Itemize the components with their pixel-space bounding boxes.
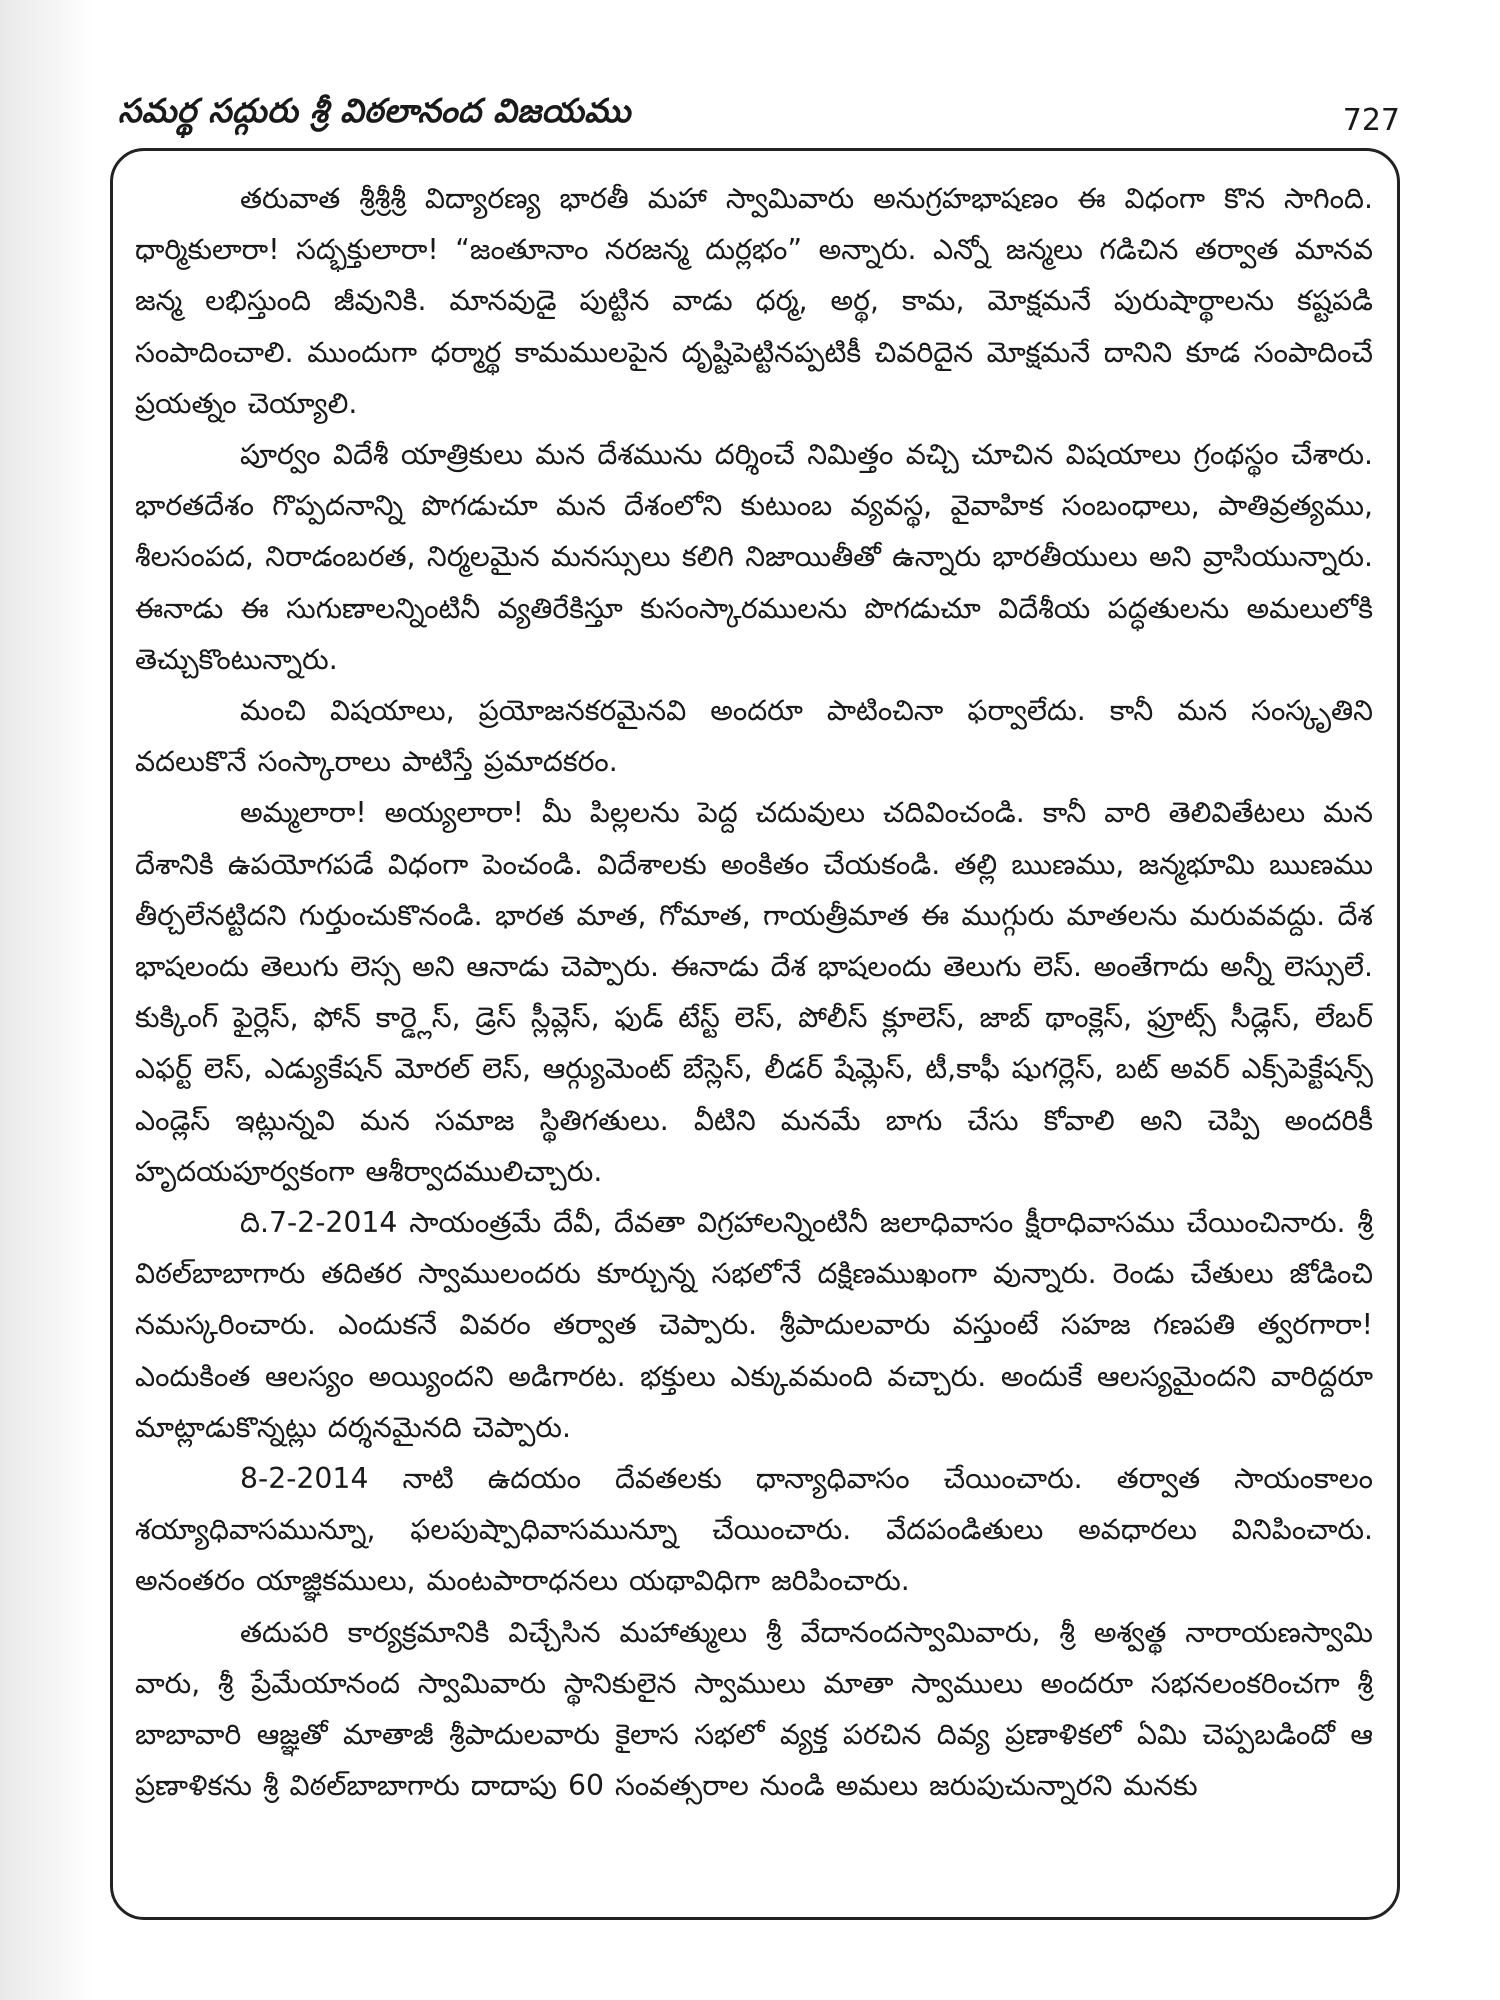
page-header	[118, 78, 1400, 138]
paragraph: 8-2-2014 నాటి ఉదయం దేవతలకు ధాన్యాధివాసం చేయించారు. తర్వాత సాయంకాలం శయ్యాధివాసమున్నూ, ఫలపుష్పాధివాసమున్నూ చేయించారు. వేదపండితులు అవధారలు వినిపించారు. అనంతరం యాజ్ఞికములు, మంటపారాధనలు యథావిధిగా జరిపించారు.	[135, 1462, 1373, 1598]
paragraph: పూర్వం విదేశీ యాత్రికులు మన దేశమును దర్శించే నిమిత్తం వచ్చి చూచిన విషయాలు గ్రంథస్థం చేశారు. భారతదేశం గొప్పదనాన్ని పొగడుచూ మన దేశంలోని కుటుంబ వ్యవస్థ, వైవాహిక సంబంధాలు, పాతివ్రత్యము, శీలసంపద, నిరాడంబరత, నిర్మలమైన మనస్సులు కలిగి నిజాయితీతో ఉన్నారు భారతీయులు అని వ్రాసియున్నారు. ఈనాడు ఈ సుగుణాలన్నింటినీ వ్యతిరేకిస్తూ కుసంస్కారములను పొగడుచూ విదేశీయ పద్ధతులను అమలులోకి తెచ్చుకొంటున్నారు.	[135, 438, 1373, 676]
page-binding-shadow	[0, 0, 92, 2000]
paragraph: మంచి విషయాలు, ప్రయోజనకరమైనవి అందరూ పాటించినా ఫర్వాలేదు. కానీ మన సంస్కృతిని వదలుకొనే సంస్కారాలు పాటిస్తే ప్రమాదకరం.	[135, 694, 1373, 779]
page-number: 727	[1342, 103, 1400, 138]
paragraph: అమ్మలారా! అయ్యలారా! మీ పిల్లలను పెద్ద చదువులు చదివించండి. కానీ వారి తెలివితేటలు మన దేశానికి ఉపయోగపడే విధంగా పెంచండి. విదేశాలకు అంకితం చేయకండి. తల్లి ఋణము, జన్మభూమి ఋణము తీర్చలేనట్టిదని గుర్తుంచుకొనండి. భారత మాత, గోమాత, గాయత్రీమాత ఈ ముగ్గురు మాతలను మరువవద్దు. దేశ భాషలందు తెలుగు లెస్స అని ఆనాడు చెప్పారు. ఈనాడు దేశ భాషలందు తెలుగు లెస్. అంతేగాదు అన్నీ లెస్సులే. కుక్కింగ్ ఫైర్లెస్, ఫోన్ కార్డ్లెస్, డ్రెస్ స్లీవ్లెస్, ఫుడ్ టేస్ట్ లెస్, పోలీస్ క్లూలెస్, జాబ్ థాంక్లెస్, ఫ్రూట్స్ సీడ్లెస్, లేబర్ ఎఫర్ట్ లెస్, ఎడ్యుకేషన్ మోరల్ లెస్, ఆర్గ్యుమెంట్ బేస్లెస్, లీడర్ షేమ్లెస్, టీ,కాఫీ షుగర్లెస్, బట్ అవర్ ఎక్స్‌పెక్టేషన్స్ ఎండ్లెస్ ఇట్లున్నవి మన సమాజ స్థితిగతులు. వీటిని మనమే బాగు చేసు కోవాలి అని చెప్పి అందరికీ హృదయపూర్వకంగా ఆశీర్వాదములిచ్చారు.	[135, 796, 1373, 1188]
paragraph: ది.7-2-2014 సాయంత్రమే దేవీ, దేవతా విగ్రహాలన్నింటినీ జలాధివాసం క్షీరాధివాసము చేయించినారు. శ్రీ విఠల్‌బాబాగారు తదితర స్వాములందరు కూర్చున్న సభలోనే దక్షిణముఖంగా వున్నారు. రెండు చేతులు జోడించి నమస్కరించారు. ఎందుకనే వివరం తర్వాత చెప్పారు. శ్రీపాదులవారు వస్తుంటే సహజ గణపతి త్వరగారా! ఎందుకింత ఆలస్యం అయ్యిందని అడిగారట. భక్తులు ఎక్కువమంది వచ్చారు. అందుకే ఆలస్యమైందని వారిద్దరూ మాట్లాడుకొన్నట్లు దర్శనమైనది చెప్పారు.	[135, 1206, 1373, 1444]
paragraph: తరువాత శ్రీశ్రీశ్రీ విద్యారణ్య భారతీ మహా స్వామివారు అనుగ్రహభాషణం ఈ విధంగా కొన సాగింది. ధార్మికులారా! సద్భక్తులారా! “జంతూనాం నరజన్మ దుర్లభం” అన్నారు. ఎన్నో జన్మలు గడిచిన తర్వాత మానవ జన్మ లభిస్తుంది జీవునికి. మానవుడై పుట్టిన వాడు ధర్మ, అర్థ, కామ, మోక్షమనే పురుషార్థాలను కష్టపడి సంపాదించాలి. ముందుగా ధర్మార్థ కామములపైన దృష్టిపెట్టినప్పటికీ చివరిదైన మోక్షమనే దానిని కూడ సంపాదించే ప్రయత్నం చెయ్యాలి.	[135, 182, 1373, 420]
running-title: సమర్థ సద్గురు శ్రీ విఠలానంద విజయము	[118, 91, 631, 130]
text-frame	[110, 148, 1400, 1920]
paragraph: తదుపరి కార్యక్రమానికి విచ్చేసిన మహాత్ములు శ్రీ వేదానందస్వామివారు, శ్రీ అశ్వత్థ నారాయణస్వామి వారు, శ్రీ ప్రేమేయానంద స్వామివారు స్థానికులైన స్వాములు మాతా స్వాములు అందరూ సభనలంకరించగా శ్రీ బాబావారి ఆజ్ఞతో మాతాజీ శ్రీపాదులవారు కైలాస సభలో వ్యక్త పరచిన దివ్య ప్రణాళికలో ఏమి చెప్పబడిందో ఆ ప్రణాళికను శ్రీ విఠల్‌బాబాగారు దాదాపు 60 సంవత్సరాల నుండి అమలు జరుపుచున్నారని మనకు	[135, 1615, 1373, 1803]
